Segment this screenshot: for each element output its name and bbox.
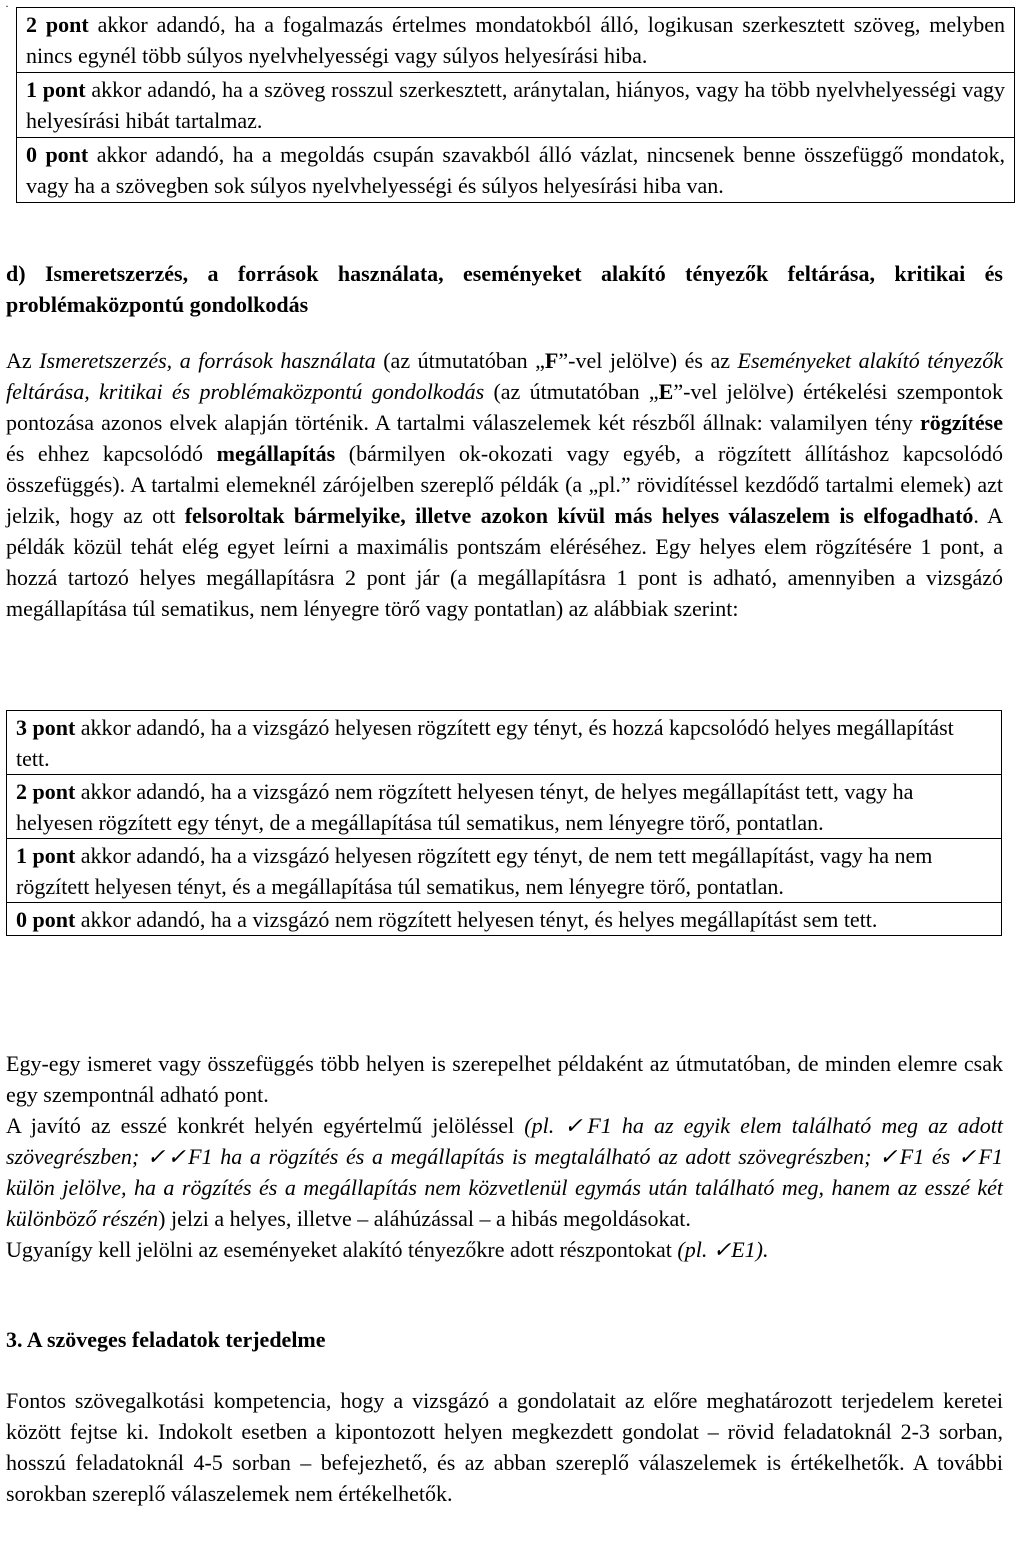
- italic-run: (pl. ✓E1).: [677, 1237, 769, 1262]
- language-scoring-table: [16, 7, 1015, 203]
- text-run: Ugyanígy kell jelölni az eseményeket alakító tényezőkre adott részpontokat: [6, 1237, 678, 1262]
- scoring-row-1-pont: [17, 73, 1014, 138]
- scoring-row-0-pont: [7, 903, 1001, 935]
- scoring-row-text: akkor adandó, ha a vizsgázó helyesen rögzített egy tényt, és hozzá kapcsolódó helyes megállapítást tett.: [16, 715, 954, 771]
- text-run: A javító az esszé konkrét helyén egyértelmű jelöléssel: [6, 1113, 525, 1138]
- after-box-text: [6, 1048, 1003, 1265]
- scoring-row-3-pont: [7, 711, 1001, 775]
- italic-run: Eseményeket alakító tényezők feltárása, kritikai és problémaközpontú gondolkodás: [6, 348, 1004, 404]
- corner-dot: ·: [5, 0, 9, 13]
- italic-run: Ismeretszerzés, a források használata: [39, 348, 376, 373]
- text-run: (az útmutatóban „: [375, 348, 545, 373]
- text-run: és ehhez kapcsolódó: [6, 441, 217, 466]
- scoring-row-points: 0 pont: [16, 907, 76, 932]
- bold-run: E: [658, 379, 674, 404]
- text-run: (az útmutatóban „: [484, 379, 659, 404]
- scoring-row-points: 1 pont: [26, 77, 86, 102]
- paragraph-e-marking: [6, 1234, 1003, 1265]
- scoring-row-text: akkor adandó, ha a szöveg rosszul szerkesztett, aránytalan, hiányos, vagy ha több nyelvhelyességi vagy helyesírási hibát tartalmaz.: [26, 77, 1006, 133]
- italic-run: (pl. ✓F1 ha az egyik elem található meg az adott szövegrészben; ✓✓F1 ha a rögzítés és a megállapítás is megtalálható az adott szövegrészben; ✓F1 és ✓F1 külön jelölve, ha a rögzítés és a megállapítás nem közvetlenül egymás után található meg, hanem az esszé két különböző részén: [6, 1113, 1004, 1231]
- scoring-row-points: 2 pont: [26, 12, 89, 37]
- text-run: ”-vel jelölve) értékelési szempontok pontozása azonos elvek alapján történik. A tartalmi válaszelemek két részből állnak: valamilyen tény: [6, 379, 1004, 435]
- bold-run: F: [544, 348, 559, 373]
- text-run: . A példák közül tehát elég egyet leírni a maximális pontszám eléréséhez. Egy helyes elem rögzítésére 1 pont, a hozzá tartozó helyes megállapításra 2 pont jár (a megállapításra 1 pont is adható, amennyiben a vizsgázó megállapítása túl sematikus, nem lényegre törő vagy pontatlan) az alábbiak szerint:: [6, 503, 1003, 621]
- scoring-row-points: 2 pont: [16, 779, 76, 804]
- section-3-paragraph: Fontos szövegalkotási kompetencia, hogy a vizsgázó a gondolatait az előre meghatározott terjedelem keretei között fejtse ki. Indokolt esetben a kipontozott helyen megkezdett gondolat – rövid feladatoknál 2-3 sorban, hosszú feladatoknál 4-5 sorban – befejezhető, és az abban szereplő válaszelemek is értékelhetők. A további sorokban szereplő válaszelemek nem értékelhetők.: [6, 1388, 1003, 1506]
- section-d-paragraph: [6, 345, 1003, 624]
- bold-run: rögzítése: [919, 410, 1003, 435]
- scoring-row-0-pont: [17, 138, 1014, 202]
- bold-run: felsoroltak bármelyike, illetve azokon kívül más helyes válaszelem is elfogadható: [184, 503, 974, 528]
- scoring-row-2-pont: [17, 8, 1014, 73]
- paragraph-marking-instructions: [6, 1110, 1003, 1234]
- text-run: (bármilyen ok-okozati vagy egyéb, a rögzített állításhoz kapcsolódó összefüggés). A tartalmi elemeknél zárójelben szereplő példák (a „pl.” rövidítéssel kezdődő tartalmi elemek) azt jelzik, hogy az ott: [6, 441, 1003, 528]
- scoring-row-text: akkor adandó, ha a vizsgázó helyesen rögzített egy tényt, de nem tett megállapítást, vagy ha nem rögzített helyesen tényt, és a megállapítása túl sematikus, nem lényegre törő, pontatlan.: [16, 843, 933, 899]
- scoring-row-2-pont: [7, 775, 1001, 839]
- scoring-row-text: akkor adandó, ha a vizsgázó nem rögzített helyesen tényt, de helyes megállapítást tett, vagy ha helyesen rögzített egy tényt, de a megállapítása túl sematikus, nem lényegre törő, pontatlan.: [16, 779, 914, 835]
- scoring-row-points: 0 pont: [26, 142, 89, 167]
- text-run: ”-vel jelölve) és az: [558, 348, 738, 373]
- section-d-heading: d) Ismeretszerzés, a források használata, eseményeket alakító tényezők feltárása, kritikai és problémaközpontú gondolkodás: [6, 261, 1003, 317]
- content-scoring-table: [6, 710, 1002, 936]
- bold-run: megállapítás: [216, 441, 336, 466]
- scoring-row-1-pont: [7, 839, 1001, 903]
- text-run: ) jelzi a helyes, illetve – aláhúzással – a hibás megoldásokat.: [158, 1206, 691, 1231]
- scoring-row-text: akkor adandó, ha a fogalmazás értelmes mondatokból álló, logikusan szerkesztett szöveg, melyben nincs egynél több súlyos nyelvhelyességi vagy súlyos helyesírási hiba.: [26, 12, 1005, 68]
- scoring-row-text: akkor adandó, ha a vizsgázó nem rögzített helyesen tényt, és helyes megállapítást sem tett.: [75, 907, 878, 932]
- section-3-heading: 3. A szöveges feladatok terjedelme: [6, 1327, 326, 1352]
- scoring-row-points: 3 pont: [16, 715, 76, 740]
- text-run: Az: [6, 348, 40, 373]
- scoring-row-points: 1 pont: [16, 843, 76, 868]
- scoring-row-text: akkor adandó, ha a megoldás csupán szavakból álló vázlat, nincsenek benne összefüggő mondatok, vagy ha a szövegben sok súlyos nyelvhelyességi és súlyos helyesírási hiba van.: [26, 142, 1006, 198]
- paragraph-multiple-occurrence: Egy-egy ismeret vagy összefüggés több helyen is szerepelhet példaként az útmutatóban, de minden elemre csak egy szempontnál adható pont.: [6, 1051, 1003, 1107]
